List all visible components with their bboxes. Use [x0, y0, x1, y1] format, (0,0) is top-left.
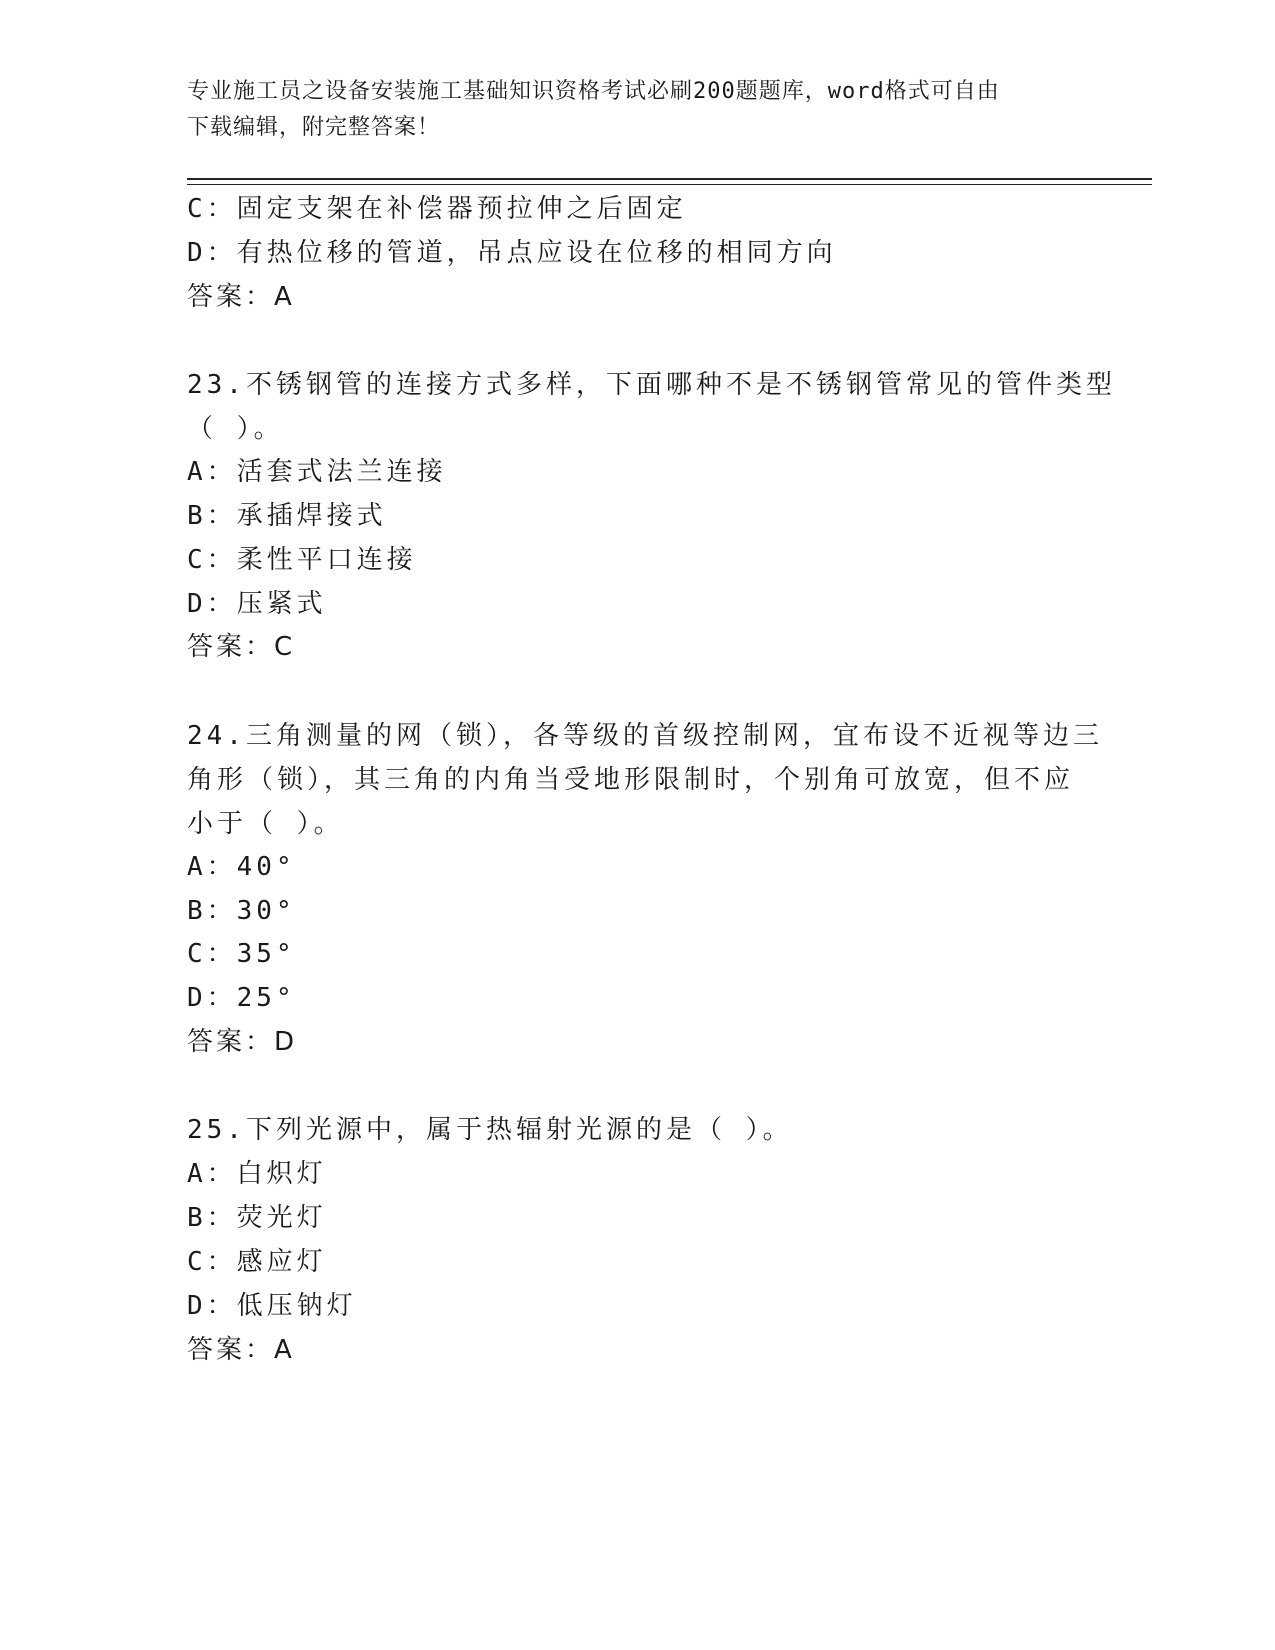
q24-question-line-1: 24.三角测量的网（锁），各等级的首级控制网，宜布设不近视等边三 [187, 721, 1103, 751]
q25-question-line-1: 25.下列光源中，属于热辐射光源的是（ ）。 [187, 1115, 793, 1145]
header-line-2: 下载编辑，附完整答案！ [187, 115, 441, 140]
q23-option-a: A：活套式法兰连接 [187, 457, 447, 487]
document-header [187, 74, 1087, 146]
q24-option-d: D：25° [187, 983, 296, 1013]
q23-option-c: C：柔性平口连接 [187, 545, 417, 575]
q24-option-a: A：40° [187, 852, 296, 882]
q23-answer: 答案：C [187, 632, 296, 662]
q25-answer: 答案：A [187, 1335, 295, 1365]
q24-question-line-3: 小于（ ）。 [187, 809, 344, 839]
header-rule-thin [187, 184, 1152, 185]
q24-question-line-2: 角形（锁），其三角的内角当受地形限制时，个别角可放宽，但不应 [187, 765, 1075, 795]
q23-option-b: B：承插焊接式 [187, 501, 387, 531]
header-line-1: 专业施工员之设备安装施工基础知识资格考试必刷200题题库，word格式可自由 [187, 79, 1000, 104]
q22-option-d: D：有热位移的管道，吊点应设在位移的相同方向 [187, 238, 837, 268]
q25-option-a: A：白炽灯 [187, 1159, 327, 1189]
q25-option-d: D：低压钠灯 [187, 1291, 357, 1321]
q22-option-c: C：固定支架在补偿器预拉伸之后固定 [187, 194, 687, 224]
q22-answer: 答案：A [187, 282, 295, 312]
q25-option-b: B：荧光灯 [187, 1203, 327, 1233]
header-rule-thick [187, 178, 1152, 180]
q23-option-d: D：压紧式 [187, 589, 327, 619]
q24-option-c: C：35° [187, 939, 296, 969]
q23-question-line-1: 23.不锈钢管的连接方式多样，下面哪种不是不锈钢管常见的管件类型 [187, 370, 1116, 400]
q24-answer: 答案：D [187, 1027, 298, 1057]
q25-option-c: C：感应灯 [187, 1247, 327, 1277]
q24-option-b: B：30° [187, 896, 296, 926]
q23-question-line-2: （ ）。 [187, 414, 284, 444]
